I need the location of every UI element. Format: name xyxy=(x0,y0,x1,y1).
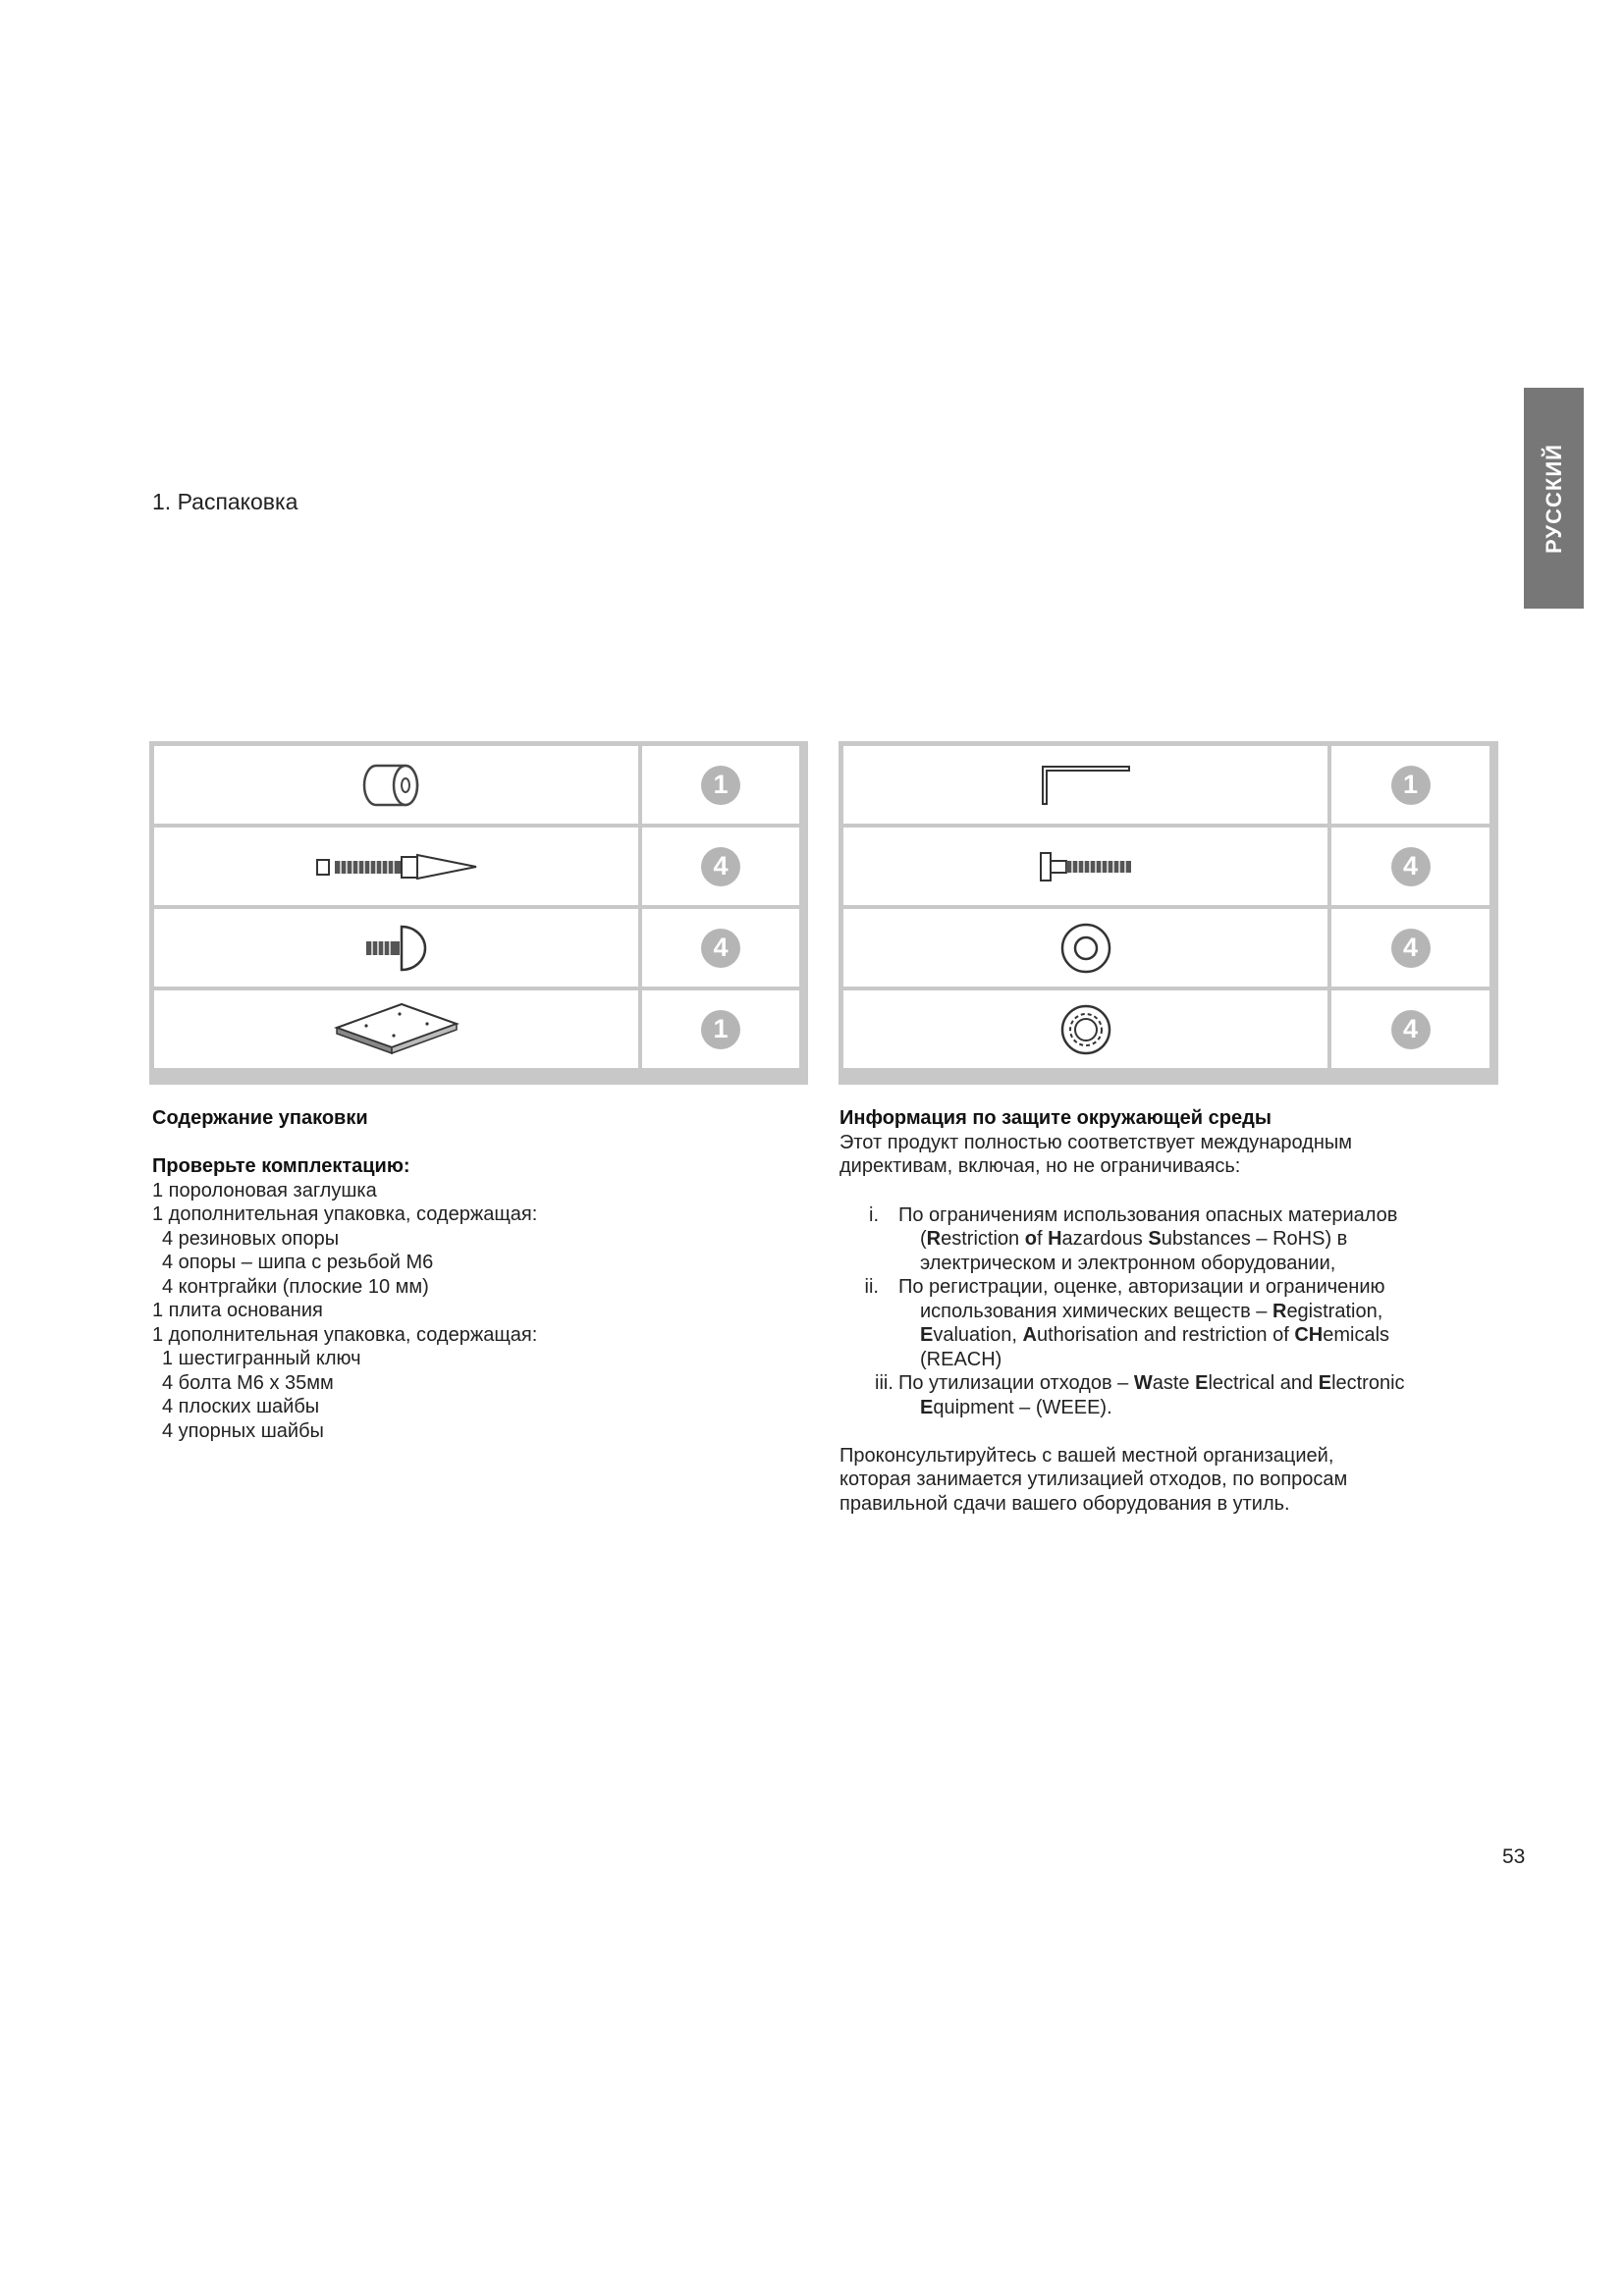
directives-list xyxy=(839,1203,1507,1420)
environment-info xyxy=(839,1106,1507,1516)
list-item: 1 дополнительная упаковка, содержащая: xyxy=(152,1323,538,1346)
list-item: ii. По регистрации, оценке, авторизации и ограничению использования химических веществ – Registration, Evaluation, Authorisation and restriction of CHemicals (REACH) xyxy=(839,1275,1507,1371)
quantity-badge: 4 xyxy=(1391,847,1431,886)
foam-plug-icon xyxy=(154,746,638,824)
spike-foot-icon xyxy=(154,828,638,905)
environment-outro: правильной сдачи вашего оборудования в утиль. xyxy=(839,1492,1290,1515)
language-tab xyxy=(1524,388,1584,609)
environment-outro: Проконсультируйтесь с вашей местной организацией, xyxy=(839,1444,1334,1467)
list-number: iii. xyxy=(875,1372,893,1394)
hex-key-icon xyxy=(843,746,1327,824)
list-item: 4 резиновых опоры xyxy=(162,1227,340,1250)
rubber-foot-icon xyxy=(154,909,638,987)
list-item: 1 дополнительная упаковка, содержащая: xyxy=(152,1203,538,1225)
flat-washer-icon xyxy=(843,909,1327,987)
environment-heading: Информация по защите окружающей среды xyxy=(839,1107,1272,1129)
list-item: 4 болта М6 х 35мм xyxy=(162,1371,334,1394)
package-contents xyxy=(152,1106,781,1443)
reach-line: Evaluation, Authorisation and restriction of CHemicals xyxy=(920,1324,1390,1346)
table-row xyxy=(154,746,803,824)
lock-washer-icon xyxy=(843,990,1327,1068)
environment-intro: директивам, включая, но не ограничиваясь: xyxy=(839,1155,1241,1177)
table-row xyxy=(154,990,803,1068)
list-item: iii. По утилизации отходов – Waste Electrical and Electronic Equipment – (WEEE). xyxy=(839,1371,1507,1419)
list-number: i. xyxy=(869,1203,879,1226)
parts-table-right xyxy=(839,741,1498,1085)
base-plate-icon xyxy=(154,990,638,1068)
check-heading: Проверьте комплектацию: xyxy=(152,1155,410,1177)
rohs-line: (Restriction of Hazardous Substances – RoHS) в xyxy=(920,1228,1348,1250)
bolt-icon xyxy=(843,828,1327,905)
list-item: 1 плита основания xyxy=(152,1300,323,1321)
table-row xyxy=(843,990,1493,1068)
list-item: 4 контргайки (плоские 10 мм) xyxy=(162,1275,429,1298)
quantity-badge: 1 xyxy=(701,766,740,805)
parts-table-left xyxy=(149,741,808,1085)
quantity-badge: 4 xyxy=(1391,929,1431,968)
environment-outro: которая занимается утилизацией отходов, по вопросам xyxy=(839,1468,1348,1490)
quantity-badge: 4 xyxy=(701,929,740,968)
section-title: 1. Распаковка xyxy=(152,489,298,514)
quantity-badge: 1 xyxy=(1391,766,1431,805)
table-row xyxy=(843,828,1493,905)
list-item: 4 опоры – шипа с резьбой М6 xyxy=(162,1252,434,1273)
page-number: 53 xyxy=(1502,1845,1526,1868)
weee-line: Equipment – (WEEE). xyxy=(920,1396,1112,1418)
list-item: i. По ограничениям использования опасных материалов (Restriction of Hazardous Substances – RoHS) в электрическом и электронном оборудовании, xyxy=(839,1203,1507,1276)
environment-intro: Этот продукт полностью соответствует международным xyxy=(839,1131,1352,1153)
list-item: 4 упорных шайбы xyxy=(162,1419,324,1442)
language-tab-label: РУССКИЙ xyxy=(1541,443,1566,554)
contents-heading: Содержание упаковки xyxy=(152,1107,368,1129)
quantity-badge: 4 xyxy=(701,847,740,886)
quantity-badge: 1 xyxy=(701,1010,740,1049)
list-item: 1 шестигранный ключ xyxy=(162,1348,361,1369)
table-row xyxy=(843,909,1493,987)
table-row xyxy=(843,746,1493,824)
quantity-badge: 4 xyxy=(1391,1010,1431,1049)
list-item: 1 поролоновая заглушка xyxy=(152,1179,377,1201)
list-number: ii. xyxy=(864,1276,879,1298)
table-row xyxy=(154,828,803,905)
list-item: 4 плоских шайбы xyxy=(162,1396,320,1417)
table-row xyxy=(154,909,803,987)
